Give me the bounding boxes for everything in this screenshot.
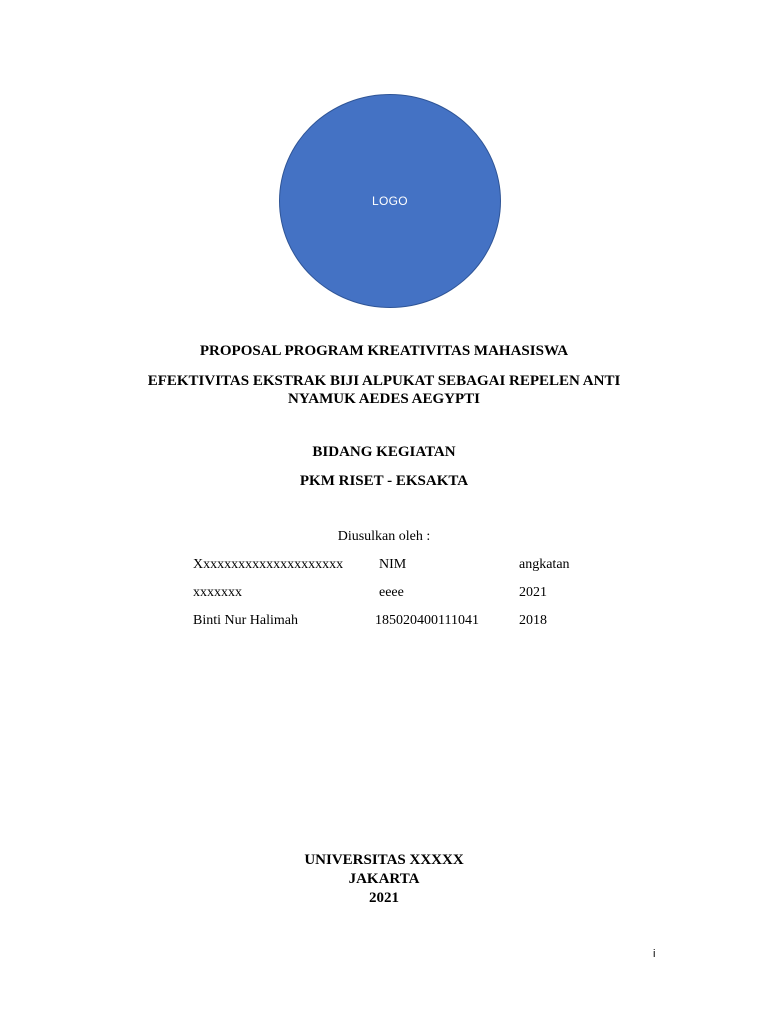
research-title-line-2: NYAMUK AEDES AEGYPTI bbox=[288, 391, 480, 407]
member-name: Binti Nur Halimah bbox=[193, 613, 298, 628]
page-number: i bbox=[653, 948, 656, 960]
footer-year: 2021 bbox=[369, 890, 399, 906]
member-nim: 185020400111041 bbox=[375, 613, 479, 628]
field-value: PKM RISET - EKSAKTA bbox=[299, 473, 469, 489]
footer-block bbox=[0, 851, 768, 908]
member-year: 2018 bbox=[519, 613, 547, 628]
member-name: Xxxxxxxxxxxxxxxxxxxxx bbox=[193, 557, 344, 572]
member-name: xxxxxxx bbox=[193, 585, 242, 600]
proposed-by-label: Diusulkan oleh : bbox=[337, 529, 431, 544]
member-row bbox=[193, 556, 613, 574]
logo-placeholder bbox=[279, 94, 501, 308]
member-nim: NIM bbox=[379, 557, 407, 572]
logo-label: LOGO bbox=[372, 194, 408, 208]
member-nim: eeee bbox=[379, 585, 404, 600]
member-row bbox=[193, 612, 613, 630]
proposal-title: PROPOSAL PROGRAM KREATIVITAS MAHASISWA bbox=[199, 343, 569, 359]
member-year: angkatan bbox=[519, 557, 570, 572]
member-year: 2021 bbox=[519, 585, 547, 600]
field-label: BIDANG KEGIATAN bbox=[312, 444, 456, 460]
city-name: JAKARTA bbox=[348, 871, 420, 887]
research-title-line-1: EFEKTIVITAS EKSTRAK BIJI ALPUKAT SEBAGAI REPELEN ANTI bbox=[147, 373, 621, 389]
university-name: UNIVERSITAS XXXXX bbox=[304, 852, 464, 868]
research-title bbox=[0, 372, 768, 408]
member-row bbox=[193, 584, 613, 602]
